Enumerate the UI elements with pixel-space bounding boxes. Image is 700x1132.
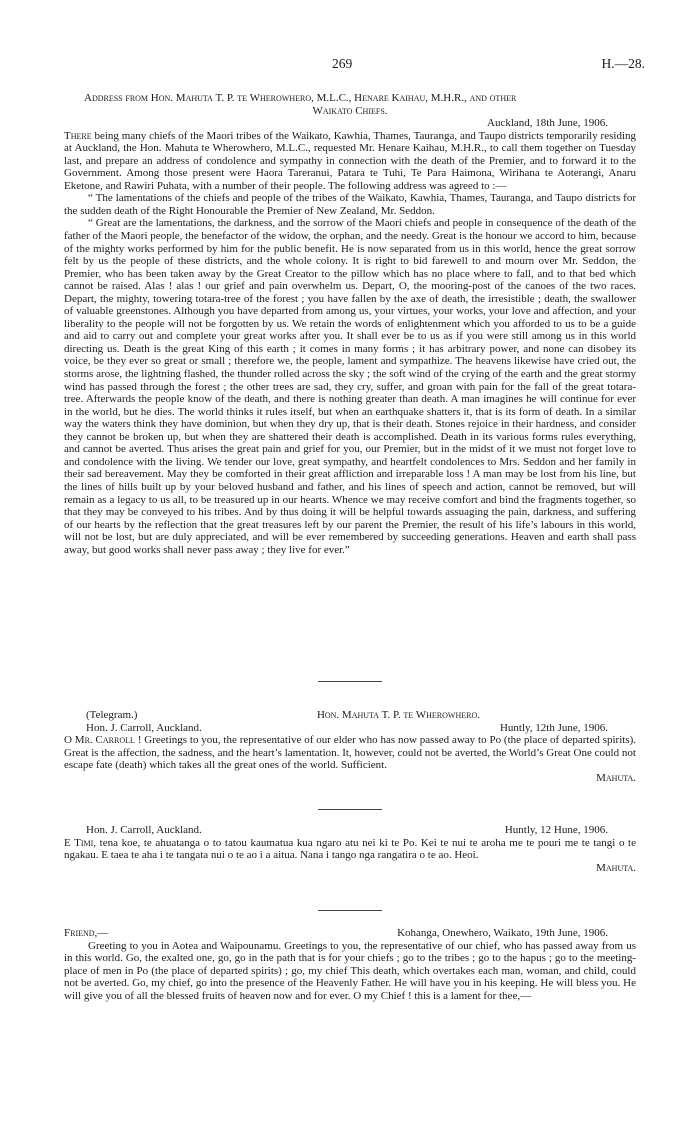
- telegram-text: tena koe, te ahuatanga o to tatou kaumatua kua ngaro atu nei ki te Po. Kei te nui te aroha me te pouri me te tangi o te ngakau. E taea te aha i te tangata nui o te ao i a aitua. Nana i tango nga rangatira o te ao. Heoi.: [64, 836, 637, 862]
- telegram-place-date: Huntly, 12 Hune, 1906.: [504, 824, 608, 836]
- address-paragraph-2: “ Great are the lamentations, the darkness, and the sorrow of the Maori chiefs and people in consequence of the death of the father of the Maori people, the benefactor of the widow, the orphan, and the needy. Great is the honour we accord to him, because of the mighty works performed by him for the public benefit. He is now separated from us in this world, hence the great sorrow felt by us the people of these districts, and the whole colony. It is right to bid farewell to and mourn over Mr. Seddon, the Premier, who has been taken away by the Great Creator to the pillow which has no place where to fall, and to that bed which cannot be raised. Alas ! alas ! our grief and pain overwhelm us. Depart, O, the mooring-post of the canoes of the two races. Depart, the mighty, towering totara-tree of the forest ; you have fallen by the axe of death, the irresistible ; death, the swallower of valuable greenstones. Although you have departed from among us, your virtues, your works, your love and affection, and your liberality to the people will not be forgotten by us. We retain the words of enlightenment which you afforded to us to be a guide and aid to carry out and complete your great works after you. It shall ever be to us as if you were still among us in this world directing us. Death is the great King of this earth ; it comes in many forms ; it has arbitrary power, and none can disobey its voice, be they ever so great or small ; therefore we, the people, lament and sympathize. The heavens likewise have cried out, the storms arose, the lightning flashed, the thunder rolled across the sky ; the soft wind of the crying of the earth and the great stormy wind has passed through the forest ; the other trees are sad, they cry, suffer, and groan with pain for the fall of the great totara-tree. Afterwards the people know of the death, and there is nothing greater than death. A man imagines he will continue for ever in the world, but he dies. The world thinks it rules itself, but when an earthquake shatters it, that is its form of death. In a similar way the waters think they have dominion, but when they dry up, that is their death. Stones rejoice in their hardness, and consider they cannot be broken up, but when they are shattered their death is accomplished. Death in its various forms rules everything, and cannot be averted. Thus arises the great pain and grief for you, our Premier, but in the midst of it we must not forget love to and condolence with the living. We tender our love, great sympathy, and heartfelt condolences to Mrs. Seddon and her family in their sad bereavement. May they be comforted in their great affliction and irreparable loss ! A man may be lost from his line, but the lines of hills built up by your beloved husband and father, and his lines of speech and action, cannot be removed, but will remain as a legacy to us all, to be treasured up in our hearts. Whence we may receive comfort and bind the fragments together, so that they may be conveyed to his tribes. And by thus doing it will be helpful towards assuaging the pain, darkness, and suffering of our hearts by the reflection that the great treasures left by our parent the Premier, the result of his life’s labours in this world, will not be lost, but are duly appreciated, and will be ever remembered by succeeding generations. Heaven and earth shall pass away, but good works shall never pass away ; they live for ever.”: [64, 217, 636, 556]
- letter-salutation: Friend,—: [64, 927, 109, 939]
- address-title: Address from Hon. Mahuta T. P. te Wherowhero, M.L.C., Henare Kaihau, M.H.R., and other: [84, 92, 517, 104]
- document-reference: H.—28.: [601, 56, 645, 71]
- telegram-salutation: O Mr. Carroll !: [64, 734, 142, 747]
- page-number: 269: [332, 56, 353, 71]
- telegram-2: [64, 824, 636, 874]
- address-section: [64, 92, 636, 556]
- telegram-body: [64, 837, 636, 862]
- letter-section: [64, 927, 636, 1002]
- section-divider: [318, 910, 382, 911]
- address-place-date: Auckland, 18th June, 1906.: [487, 117, 608, 130]
- telegram-signature: Mahuta.: [596, 861, 636, 874]
- intro-lead-word: There: [64, 129, 92, 142]
- section-divider: [318, 681, 382, 682]
- letter-place-date: Kohanga, Onewhero, Waikato, 19th June, 1906.: [397, 927, 608, 939]
- telegram-signature: Mahuta.: [596, 771, 636, 784]
- telegram-label: (Telegram.): [86, 709, 138, 721]
- address-paragraph-1: “ The lamentations of the chiefs and people of the tribes of the Waikato, Kawhia, Thames, Tauranga, and Taupo districts for the sudden death of the Right Honourable the Premier of New Zealand, Mr. Seddon.: [64, 192, 636, 217]
- telegram-1: [64, 709, 636, 784]
- telegram-sender: Hon. Mahuta T. P. te Wherowhero.: [316, 709, 480, 721]
- section-divider: [318, 809, 382, 810]
- telegram-salutation: E Timi,: [64, 836, 97, 849]
- telegram-addressee: Hon. J. Carroll, Auckland.: [86, 721, 202, 734]
- telegram-text: Greetings to you, the representative of our elder who has now passed away to Po (the place of departed spirits). Great is the affection, the sadness, and the heart’s lamentation. It, however, could not be averted, the World’s Great One could not escape fate (death) which takes all the great ones of the world. Sufficient.: [64, 734, 637, 772]
- intro-text: being many chiefs of the Maori tribes of the Waikato, Kawhia, Thames, Tauranga, and Taupo districts temporarily residing at Auckland, the Hon. Mahuta te Wherowhero, M.L.C., requested Mr. Henare Kaihau, M.H.R., to call them together on Tuesday last, and prepare an address of condolence and sympathy in connection with the death of the Premier, and to forward it to the Government. Among those present were Haora Tareranui, Patara te Tuhi, Te Para Haimona, Wirihana te Aoterangi, Anaru Eketone, and Rawiri Puhata, with a number of their people. The following address was agreed to :—: [64, 129, 636, 192]
- telegram-body: [64, 734, 636, 772]
- letter-body: Greeting to you in Aotea and Waipounamu. Greetings to you, the representative of our chief, who has passed away from us in this world. Go, the exalted one, go, go in the path that is for your chiefs ; go to the tribes ; go to the hapus ; go to the meeting-place of men in Po (the place of departed spirits) ; go, my chief This death, which overtakes each man, woman, and child, could not be averted. Go, my chief, go into the presence of the Heavenly Father. He will have you in his keeping. He will bless you. He will give you of all the blessed fruits of heaven now and for ever. O my Chief ! this is a lament for thee,—: [64, 939, 636, 1002]
- address-intro: [64, 130, 636, 193]
- telegram-place-date: Huntly, 12th June, 1906.: [499, 721, 608, 734]
- address-title-cont: Waikato Chiefs.: [312, 104, 388, 117]
- telegram-addressee: Hon. J. Carroll, Auckland.: [86, 824, 202, 836]
